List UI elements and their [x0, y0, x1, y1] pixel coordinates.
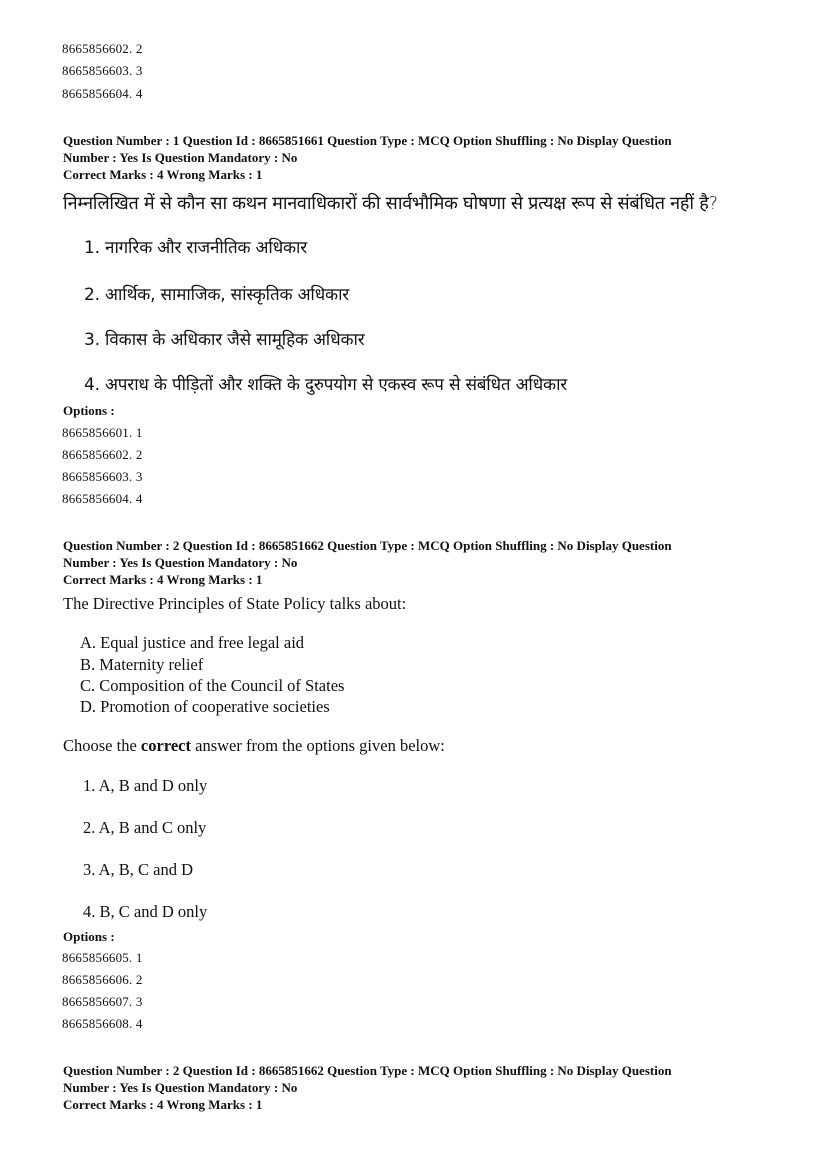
answer-choice: 2. आर्थिक, सामाजिक, सांस्कृतिक अधिकार — [84, 285, 350, 305]
question-meta — [63, 132, 763, 183]
question-meta-line: Number : Yes Is Question Mandatory : No — [63, 150, 298, 165]
question-meta-line: Question Number : 1 Question Id : 8665851661 Question Type : MCQ Option Shuffling : No Display Question — [63, 133, 672, 148]
answer-choice: 2. A, B and C only — [83, 818, 207, 837]
option-line: 8665856605. 1 — [62, 950, 143, 965]
option-line: 8665856607. 3 — [62, 994, 143, 1009]
option-line: 8665856601. 1 — [62, 425, 143, 440]
option-line: 8665856604. 4 — [62, 86, 143, 101]
answer-choice: 1. नागरिक और राजनीतिक अधिकार — [84, 238, 308, 258]
emphasis-text: correct — [140, 736, 191, 755]
option-line: 8665856608. 4 — [62, 1016, 143, 1031]
answer-choice: 3. A, B, C and D — [83, 860, 194, 879]
answer-choice: 4. B, C and D only — [83, 902, 208, 921]
question-meta-line: Number : Yes Is Question Mandatory : No — [63, 555, 298, 570]
question-marks: Correct Marks : 4 Wrong Marks : 1 — [63, 167, 263, 182]
answer-choice: 4. अपराध के पीड़ितों और शक्ति के दुरुपयोग से एकस्व रूप से संबंधित अधिकार — [84, 375, 568, 395]
question-meta — [63, 1062, 763, 1113]
options-label: Options : — [63, 403, 115, 418]
question-text: निम्नलिखित में से कौन सा कथन मानवाधिकारों की सार्वभौमिक घोषणा से प्रत्यक्ष रूप से संबंधित नहीं है? — [63, 193, 718, 214]
answer-choice: 3. विकास के अधिकार जैसे सामूहिक अधिकार — [84, 330, 365, 350]
option-line: 8665856604. 4 — [62, 491, 143, 506]
answer-choice: 1. A, B and D only — [83, 776, 208, 795]
instruction-text: Choose the correct answer from the options given below: — [63, 736, 445, 755]
option-line: 8665856603. 3 — [62, 469, 143, 484]
question-meta — [63, 537, 763, 588]
question-text: The Directive Principles of State Policy talks about: — [63, 594, 407, 613]
option-line: 8665856602. 2 — [62, 41, 143, 56]
statement-item: D. Promotion of cooperative societies — [80, 697, 330, 716]
question-marks: Correct Marks : 4 Wrong Marks : 1 — [63, 572, 263, 587]
question-meta-line: Question Number : 2 Question Id : 8665851662 Question Type : MCQ Option Shuffling : No Display Question — [63, 1063, 672, 1078]
statement-item: C. Composition of the Council of States — [80, 676, 345, 695]
question-meta-line: Question Number : 2 Question Id : 8665851662 Question Type : MCQ Option Shuffling : No Display Question — [63, 538, 672, 553]
option-line: 8665856603. 3 — [62, 63, 143, 78]
options-label: Options : — [63, 929, 115, 944]
option-line: 8665856606. 2 — [62, 972, 143, 987]
question-meta-line: Number : Yes Is Question Mandatory : No — [63, 1080, 298, 1095]
statement-item: A. Equal justice and free legal aid — [80, 633, 305, 652]
question-marks: Correct Marks : 4 Wrong Marks : 1 — [63, 1097, 263, 1112]
option-line: 8665856602. 2 — [62, 447, 143, 462]
statement-item: B. Maternity relief — [80, 655, 204, 674]
